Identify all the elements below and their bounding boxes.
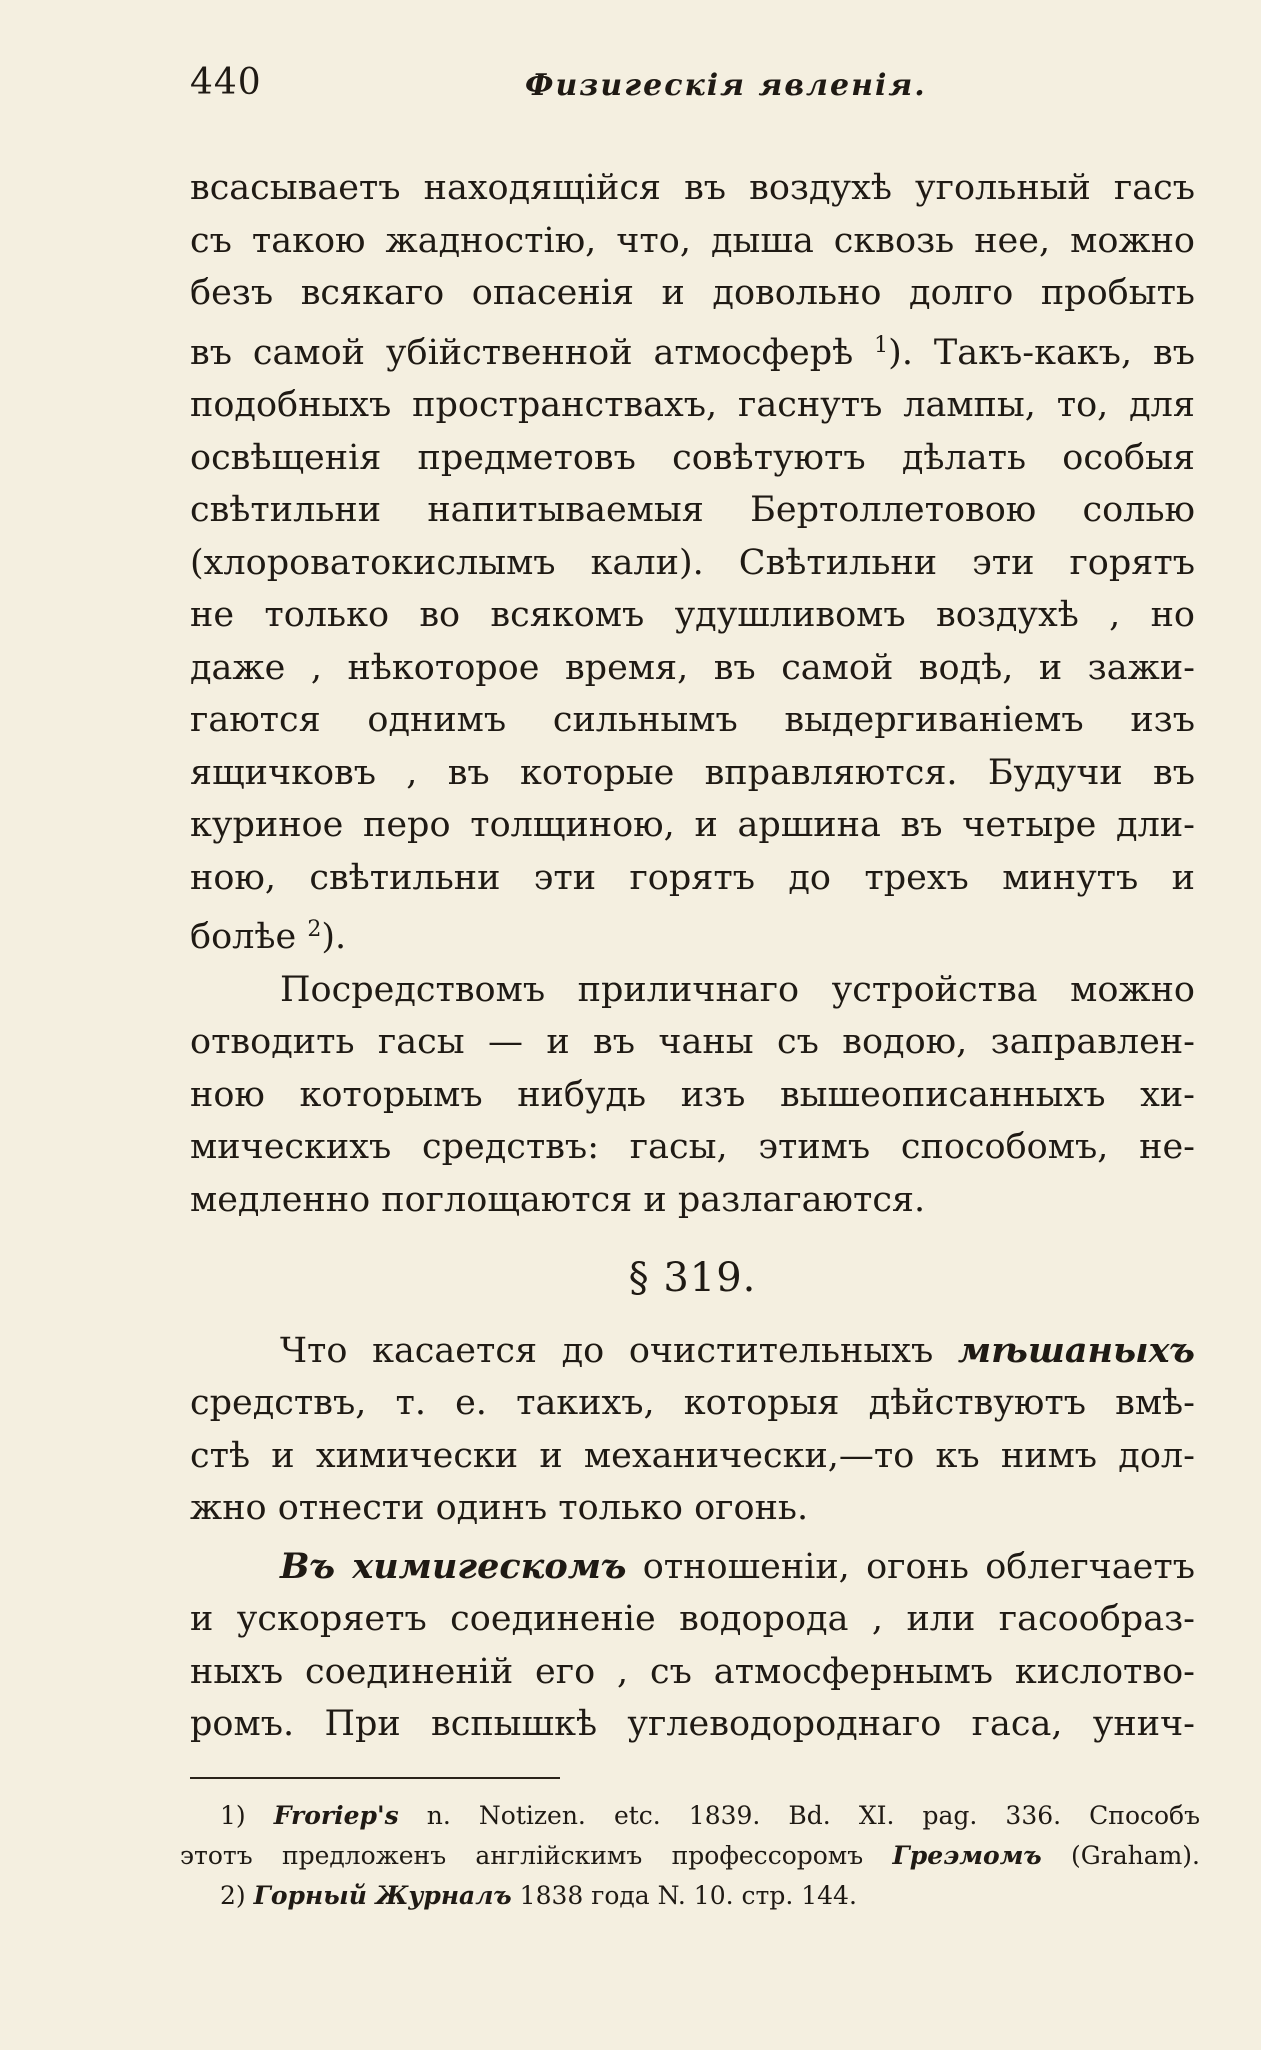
text-line: даже , нѣкоторое время, въ самой водѣ, и зажи- <box>190 647 1195 688</box>
text-line: медленно поглощаются и разлагаются. <box>190 1179 926 1220</box>
text-fragment: въ самой убійственной атмосферѣ <box>190 332 854 373</box>
footnote-person: Греэмомъ <box>892 1841 1042 1870</box>
text-line <box>190 320 1195 380</box>
text-line: освѣщенія предметовъ совѣтуютъ дѣлать особыя <box>190 437 1195 478</box>
footnote-text: 1838 года N. 10. стр. 144. <box>519 1881 857 1910</box>
footnote-marker-1: 1 <box>874 332 889 358</box>
text-line: мическихъ средствъ: гасы, этимъ способомъ, не- <box>190 1127 1195 1167</box>
text-fragment: отношеніи, огонь облегчаетъ <box>642 1546 1195 1587</box>
paragraph-2 <box>190 964 1195 1227</box>
footnote-1 <box>220 1796 1200 1836</box>
footnote-text: (Graham). <box>1071 1841 1201 1870</box>
paragraph-4 <box>190 1541 1195 1751</box>
text-line: стѣ и химически и механически,—то къ нимъ дол- <box>190 1435 1195 1476</box>
paragraph-3 <box>190 1325 1195 1535</box>
text-fragment: Что касается до очистительныхъ <box>280 1330 934 1371</box>
text-line: Посредствомъ приличнаго устройства можно <box>280 969 1195 1010</box>
italic-term: Въ химигескомъ <box>280 1545 627 1587</box>
footnotes <box>180 1796 1201 1916</box>
footnote-author: Froriep's <box>273 1801 399 1830</box>
paragraph-1 <box>190 162 1195 964</box>
footnote-journal: Горный Журналъ <box>253 1881 512 1910</box>
text-fragment: болѣе <box>190 917 297 957</box>
footnote-marker-2: 2 <box>307 917 322 942</box>
section-heading: § 319. <box>628 1255 757 1301</box>
text-line: не только во всякомъ удушливомъ воздухѣ , но <box>190 595 1195 635</box>
text-line: подобныхъ пространствахъ, гаснутъ лампы, то, для <box>190 385 1195 425</box>
footnote-number: 1) <box>220 1801 246 1830</box>
text-line <box>190 904 1195 964</box>
text-line: ныхъ соединеній его , съ атмосфернымъ кислотво- <box>190 1651 1195 1692</box>
footnote-number: 2) <box>220 1881 246 1910</box>
text-fragment: ). <box>321 917 347 957</box>
text-line: ною которымъ нибудь изъ вышеописанныхъ хи- <box>190 1074 1195 1115</box>
text-line: ящичковъ , въ которые вправляются. Будучи въ <box>190 752 1195 793</box>
text-line: ною, свѣтильни эти горятъ до трехъ минутъ и <box>190 857 1195 898</box>
footnote-divider <box>190 1777 560 1779</box>
text-line: ромъ. При вспышкѣ углеводороднаго гаса, унич- <box>190 1704 1195 1744</box>
main-text <box>190 162 1195 1751</box>
footnote-2 <box>220 1876 1200 1916</box>
footnote-text: этотъ предложенъ англійскимъ профессоромъ <box>180 1841 864 1870</box>
text-line: съ такою жадностію, что, дыша сквозь нее, можно <box>190 220 1195 261</box>
text-line: и ускоряетъ соединеніе водорода , или гасообраз- <box>190 1599 1195 1639</box>
footnote-1-continued <box>180 1836 1200 1876</box>
text-line: гаются однимъ сильнымъ выдергиваніемъ изъ <box>190 700 1195 740</box>
text-line: (хлороватокислымъ кали). Свѣтильни эти горятъ <box>190 542 1195 583</box>
text-fragment: ). Такъ-какъ, въ <box>888 332 1195 373</box>
running-head: Физигескія явленія. <box>525 68 927 103</box>
text-line: куриное перо толщиною, и аршина въ четыре дли- <box>190 805 1195 845</box>
text-line: свѣтильни напитываемыя Бертоллетовою солью <box>190 490 1195 530</box>
text-line <box>190 1541 1195 1594</box>
text-line: жно отнести одинъ только огонь. <box>190 1488 809 1528</box>
text-line: всасываетъ находящійся въ воздухѣ угольный гасъ <box>190 168 1195 208</box>
text-line: безъ всякаго опасенія и довольно долго пробыть <box>190 273 1195 313</box>
text-line: средствъ, т. е. такихъ, которыя дѣйствуютъ вмѣ- <box>190 1383 1195 1423</box>
footnote-text: n. Notizen. etc. 1839. Bd. XI. pag. 336. Способъ <box>426 1801 1201 1830</box>
text-line <box>190 1325 1195 1378</box>
page-header <box>190 62 1070 122</box>
italic-term: мѣшаныхъ <box>957 1329 1195 1371</box>
page-number: 440 <box>190 62 262 103</box>
text-line: отводить гасы — и въ чаны съ водою, заправлен- <box>190 1022 1195 1062</box>
